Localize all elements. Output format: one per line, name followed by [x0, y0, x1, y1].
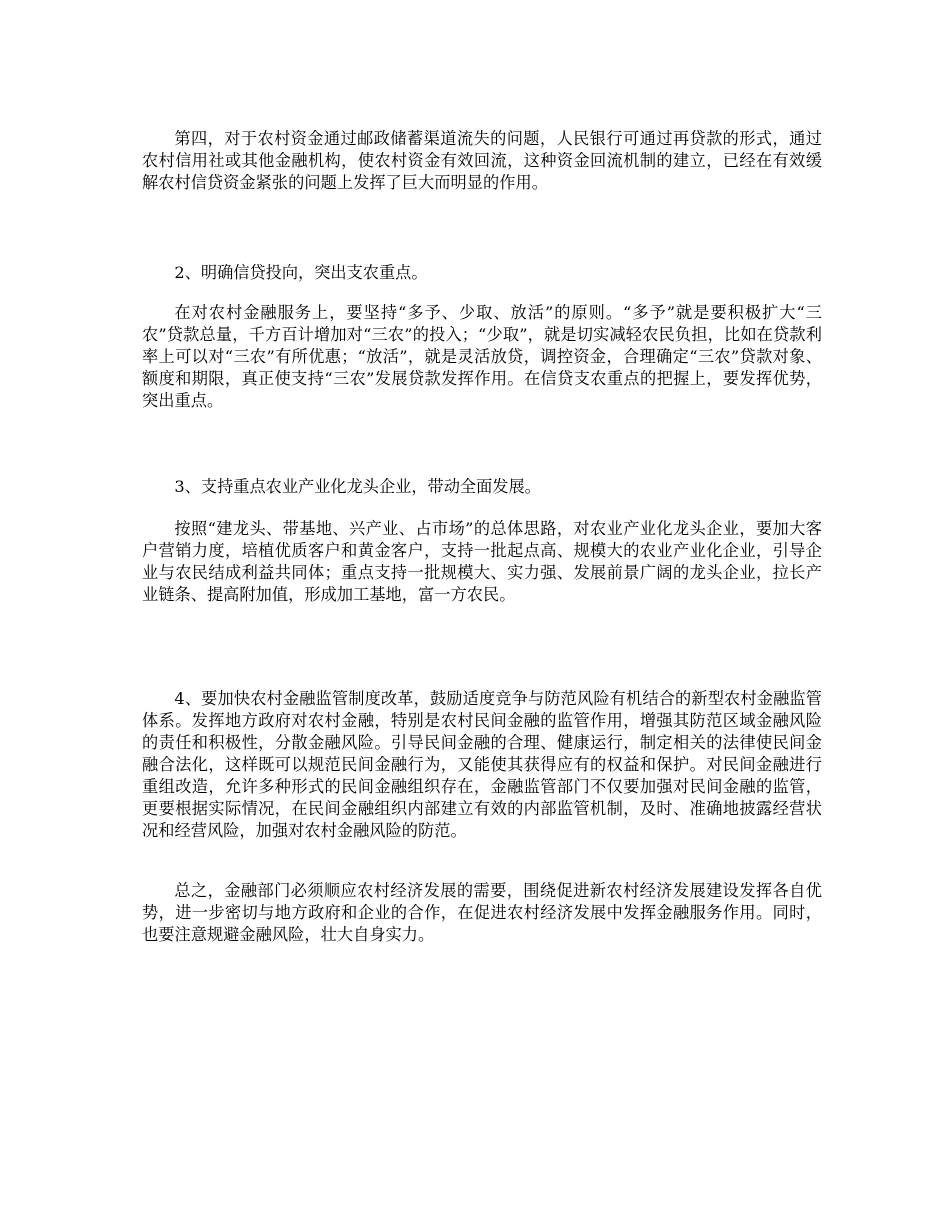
paragraph-leading-enterprises: 按照“建龙头、带基地、兴产业、占市场”的总体思路，对农业产业化龙头企业，要加大客户营销力度，培植优质客户和黄金客户，支持一批起点高、规模大的农业产业化企业，引导企业与农民结成利益共同体；重点支持一批规模大、实力强、发展前景广阔的龙头企业，拉长产业链条、提高附加值，形成加工基地，富一方农民。 — [142, 519, 822, 604]
section-heading-3: 3、支持重点农业产业化龙头企业，带动全面发展。 — [174, 477, 541, 496]
section-heading-2: 2、明确信贷投向，突出支农重点。 — [174, 263, 428, 282]
paragraph-credit-direction: 在对农村金融服务上，要坚持“多予、少取、放活”的原则。“多予”就是要积极扩大“三农”贷款总量，千方百计增加对“三农”的投入；“少取”，就是切实减轻农民负担，比如在贷款利率上可以对“三农”有所优惠；“放活”，就是灵活放贷，调控资金，合理确定“三农”贷款对象、额度和期限，真正使支持“三农”发展贷款发挥作用。在信贷支农重点的把握上，要发挥优势，突出重点。 — [142, 303, 822, 410]
paragraph-conclusion: 总之，金融部门必须顺应农村经济发展的需要，围绕促进新农村经济发展建设发挥各自优势，进一步密切与地方政府和企业的合作，在促进农村经济发展中发挥金融服务作用。同时，也要注意规避金融风险，壮大自身实力。 — [142, 881, 822, 944]
paragraph-fourth-point: 第四，对于农村资金通过邮政储蓄渠道流失的问题，人民银行可通过再贷款的形式，通过农村信用社或其他金融机构，使农村资金有效回流，这种资金回流机制的建立，已经在有效缓解农村信贷资金紧张的问题上发挥了巨大而明显的作用。 — [142, 129, 822, 192]
paragraph-supervision-reform: 4、要加快农村金融监管制度改革，鼓励适度竞争与防范风险有机结合的新型农村金融监管体系。发挥地方政府对农村金融，特别是农村民间金融的监管作用，增强其防范区域金融风险的责任和积极性，分散金融风险。引导民间金融的合理、健康运行，制定相关的法律使民间金融合法化，这样既可以规范民间金融行为，又能使其获得应有的权益和保护。对民间金融进行重组改造，允许多种形式的民间金融组织存在，金融监管部门不仅要加强对民间金融的监管，更要根据实际情况，在民间金融组织内部建立有效的内部监管机制，及时、准确地披露经营状况和经营风险，加强对农村金融风险的防范。 — [142, 689, 822, 840]
